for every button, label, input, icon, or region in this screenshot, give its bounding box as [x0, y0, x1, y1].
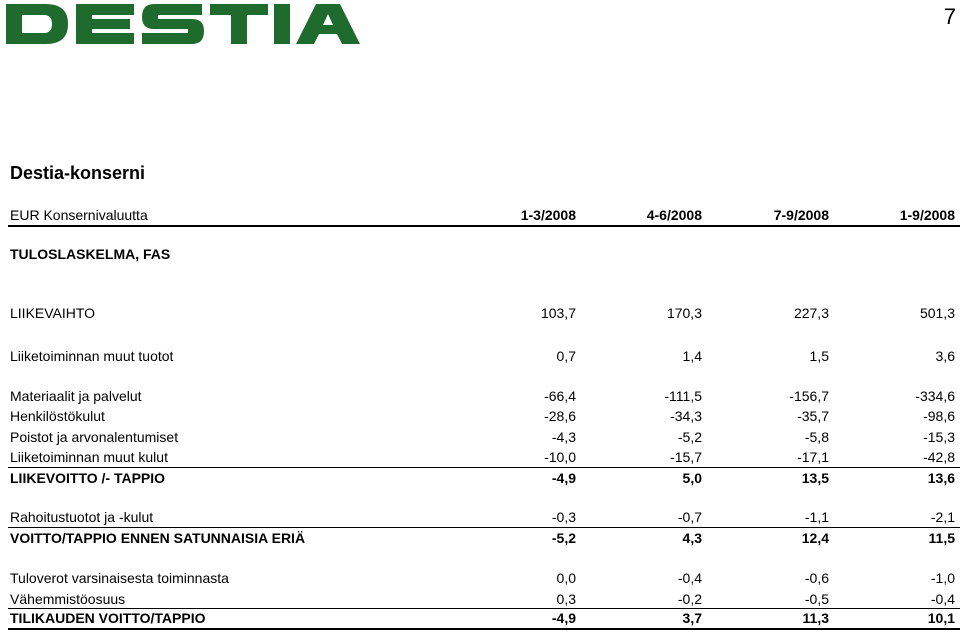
row-value: 10,1: [927, 610, 955, 626]
row-value: -34,3: [670, 408, 702, 424]
currency-label: EUR Konsernivaluutta: [10, 207, 148, 223]
row-value: -111,5: [664, 388, 702, 404]
row-value: 0,3: [556, 591, 576, 607]
table-row: [10, 508, 958, 526]
table-row: [10, 304, 958, 322]
row-value: -5,2: [551, 530, 576, 546]
table-row: [10, 448, 958, 466]
row-value: -0,3: [551, 509, 576, 525]
table-row: [10, 609, 958, 627]
table-row: [10, 529, 958, 547]
row-label: Rahoitustuotot ja -kulut: [10, 509, 154, 525]
row-value: -2,1: [930, 509, 955, 525]
row-label: Liiketoiminnan muut tuotot: [10, 348, 174, 364]
page-number: 7: [943, 4, 956, 29]
row-value: -0,6: [804, 570, 829, 586]
table-row: [10, 387, 958, 405]
row-label: TILIKAUDEN VOITTO/TAPPIO: [10, 610, 206, 626]
row-value: 501,3: [919, 305, 955, 321]
row-value: 11,5: [928, 530, 955, 546]
row-value: 11,3: [802, 610, 829, 626]
row-value: -0,2: [677, 591, 702, 607]
section-title-row: [10, 245, 958, 263]
row-value: 3,6: [935, 348, 955, 364]
row-value: -17,1: [797, 449, 829, 465]
row-divider: [8, 467, 960, 468]
row-value: 1,4: [682, 348, 702, 364]
row-value: 227,3: [793, 305, 829, 321]
row-value: -5,8: [804, 429, 829, 445]
row-value: -0,4: [677, 570, 702, 586]
row-value: 3,7: [682, 610, 702, 626]
row-value: -0,7: [677, 509, 702, 525]
row-value: -334,6: [915, 388, 955, 404]
period-header: 1-9/2008: [899, 207, 955, 223]
row-label: Liiketoiminnan muut kulut: [10, 449, 168, 465]
row-value: -98,6: [923, 408, 955, 424]
row-value: -4,3: [551, 429, 576, 445]
destia-logo: [6, 0, 362, 48]
row-value: -15,7: [670, 449, 702, 465]
row-value: -1,1: [804, 509, 829, 525]
row-value: 5,0: [682, 470, 702, 486]
row-value: -0,4: [930, 591, 955, 607]
period-header: 7-9/2008: [773, 207, 829, 223]
row-value: 12,4: [801, 530, 829, 546]
row-value: -10,0: [544, 449, 576, 465]
row-value: -4,9: [551, 610, 576, 626]
table-row: [10, 569, 958, 587]
row-label: Vähemmistöosuus: [10, 591, 126, 607]
row-label: Materiaalit ja palvelut: [10, 388, 142, 404]
row-label: VOITTO/TAPPIO ENNEN SATUNNAISIA ERIÄ: [10, 530, 306, 546]
row-label: Tuloverot varsinaisesta toiminnasta: [10, 570, 229, 586]
row-value: -5,2: [677, 429, 702, 445]
section-title: TULOSLASKELMA, FAS: [10, 246, 171, 262]
row-label: Henkilöstökulut: [10, 408, 105, 424]
company-title: Destia-konserni: [10, 163, 146, 183]
row-label: LIIKEVOITTO /- TAPPIO: [10, 470, 166, 486]
row-label: LIIKEVAIHTO: [10, 305, 96, 321]
row-value: -15,3: [923, 429, 955, 445]
table-row: [10, 347, 958, 365]
row-value: 103,7: [540, 305, 576, 321]
row-value: -4,9: [551, 470, 576, 486]
table-row: [10, 407, 958, 425]
period-header: 1-3/2008: [520, 207, 576, 223]
table-row: [10, 428, 958, 446]
row-value: 4,3: [682, 530, 702, 546]
row-value: 13,5: [801, 470, 829, 486]
row-value: -66,4: [544, 388, 576, 404]
row-value: -35,7: [797, 408, 829, 424]
row-value: 1,5: [809, 348, 829, 364]
row-value: -1,0: [930, 570, 955, 586]
row-value: 0,0: [556, 570, 576, 586]
table-row: [10, 590, 958, 608]
row-label: Poistot ja arvonalentumiset: [10, 429, 179, 445]
row-value: 0,7: [556, 348, 576, 364]
row-value: -156,7: [789, 388, 829, 404]
table-row: [10, 469, 958, 487]
row-value: 13,6: [927, 470, 955, 486]
header-divider: [8, 225, 960, 227]
row-value: -42,8: [923, 449, 955, 465]
column-header-row: [10, 206, 958, 224]
row-value: -0,5: [804, 591, 829, 607]
period-header: 4-6/2008: [646, 207, 702, 223]
table-bottom-rule: [8, 628, 960, 630]
row-value: -28,6: [544, 408, 576, 424]
row-value: 170,3: [666, 305, 702, 321]
row-divider: [8, 527, 960, 528]
